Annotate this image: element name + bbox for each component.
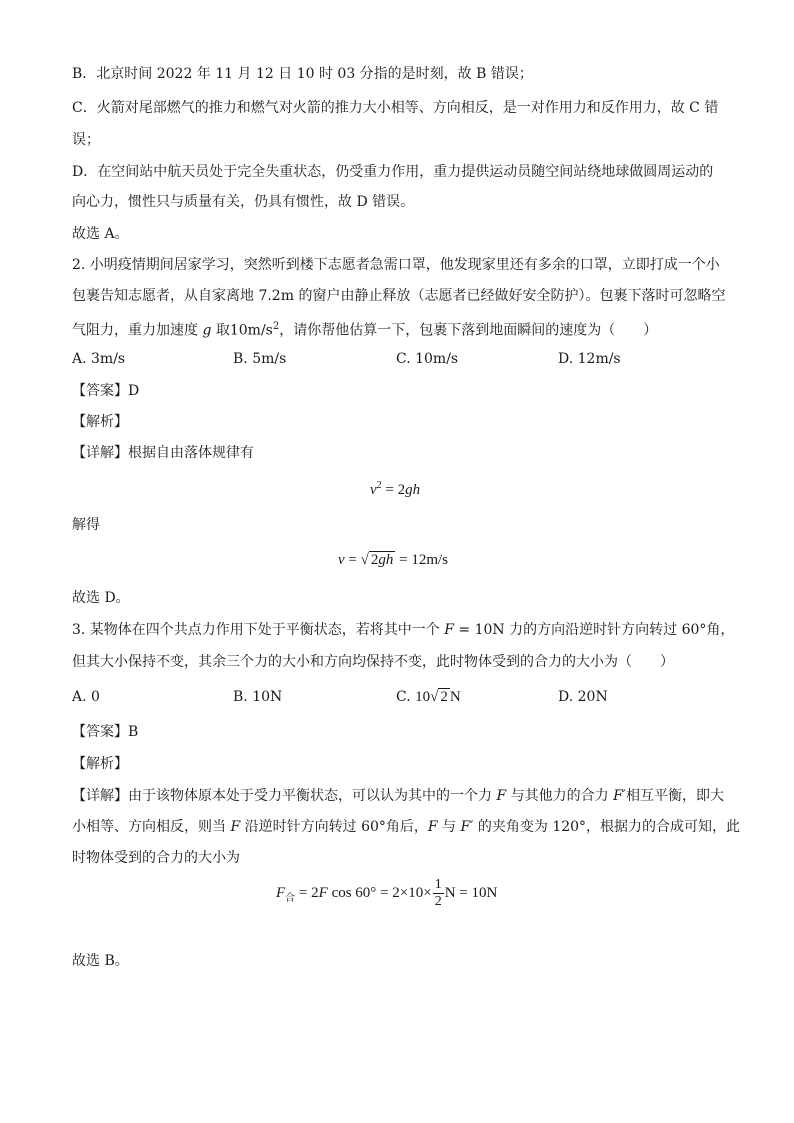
q2-solve-label: 解得 — [72, 517, 100, 533]
q3-analysis-heading: 【解析】 — [72, 756, 128, 772]
q2-stem-line1: 2. 小明疫情期间居家学习，突然听到楼下志愿者急需口罩，他发现家里还有多余的口罩，立即打成一个小 — [72, 257, 720, 273]
q3-conclusion: 故选 B。 — [72, 953, 129, 969]
q3-option-b: B. 10N — [233, 689, 283, 705]
sqrt-sign: √ 2gh — [360, 552, 394, 568]
q2-analysis-heading: 【解析】 — [72, 414, 128, 430]
option-b-explanation: B．北京时间 2022 年 11 月 12 日 10 时 03 分指的是时刻，故 B 错误； — [72, 66, 533, 82]
option-d-explanation-line1: D．在空间站中航天员处于完全失重状态，仍受重力作用，重力提供运动员随空间站绕地球做圆周运动的 — [72, 164, 714, 180]
q3-detail-line1: 【详解】由于该物体原本处于受力平衡状态，可以认为其中的一个力 F 与其他力的合力 F′相互平衡，即大 — [72, 788, 724, 804]
q2-option-a: A. 3m/s — [72, 351, 126, 367]
q3-option-d: D. 20N — [558, 689, 608, 705]
q2-answer: 【答案】D — [72, 383, 140, 399]
q2-option-c: C. 10m/s — [396, 351, 459, 367]
q2-equation-1: $v^2 = 2gh$ — [370, 480, 421, 498]
q2-option-b: B. 5m/s — [233, 351, 287, 367]
q2-conclusion: 故选 D。 — [72, 590, 130, 606]
q3-stem-line1: 3. 某物体在四个共点力作用下处于平衡状态，若将其中一个 F = 10N 力的方向沿逆时针方向转过 60°角， — [72, 622, 735, 638]
q3-answer: 【答案】B — [72, 724, 139, 740]
prev-conclusion: 故选 A。 — [72, 226, 129, 242]
q2-stem-line3: 气阻力，重力加速度 g 取$10m/s^2$，请你帮他估算一下，包裹下落到地面瞬间的速度为（ ） — [72, 321, 658, 339]
fraction: $\frac{1}{2}$ — [434, 877, 442, 910]
q2-detail: 【详解】根据自由落体规律有 — [72, 445, 254, 461]
q2-stem-line2: 包裹告知志愿者，从自家离地 7.2m 的窗户由静止释放（志愿者已经做好安全防护）。包裹下落时可忽略空 — [72, 288, 726, 304]
q3-option-c: C. 10√ 2 N — [396, 689, 461, 705]
sqrt-sign: √ 2 — [430, 689, 448, 705]
q3-detail-line3: 时物体受到的合力的大小为 — [72, 850, 240, 866]
q3-detail-line2: 小相等、方向相反，则当 F 沿逆时针方向转过 60°角后，F 与 F′ 的夹角变为 120°，根据力的合成可知，此 — [72, 819, 741, 835]
q3-equation: $F_合 = 2F$ cos 60° = 2×10× $\frac{1}{2}$ N = 10N — [276, 877, 498, 910]
option-c-explanation-line2: 误； — [72, 132, 100, 148]
q3-stem-line2: 但其大小保持不变，其余三个力的大小和方向均保持不变，此时物体受到的合力的大小为（ ） — [72, 654, 674, 670]
option-d-explanation-line2: 向心力，惯性只与质量有关，仍具有惯性，故 D 错误。 — [72, 194, 415, 210]
q2-option-d: D. 12m/s — [558, 351, 621, 367]
q2-equation-2: v = √ 2gh = 12m/s — [338, 549, 448, 571]
q3-option-a: A. 0 — [72, 689, 100, 705]
option-c-explanation-line1: C．火箭对尾部燃气的推力和燃气对火箭的推力大小相等、方向相反，是一对作用力和反作用力，故 C 错 — [72, 100, 719, 116]
